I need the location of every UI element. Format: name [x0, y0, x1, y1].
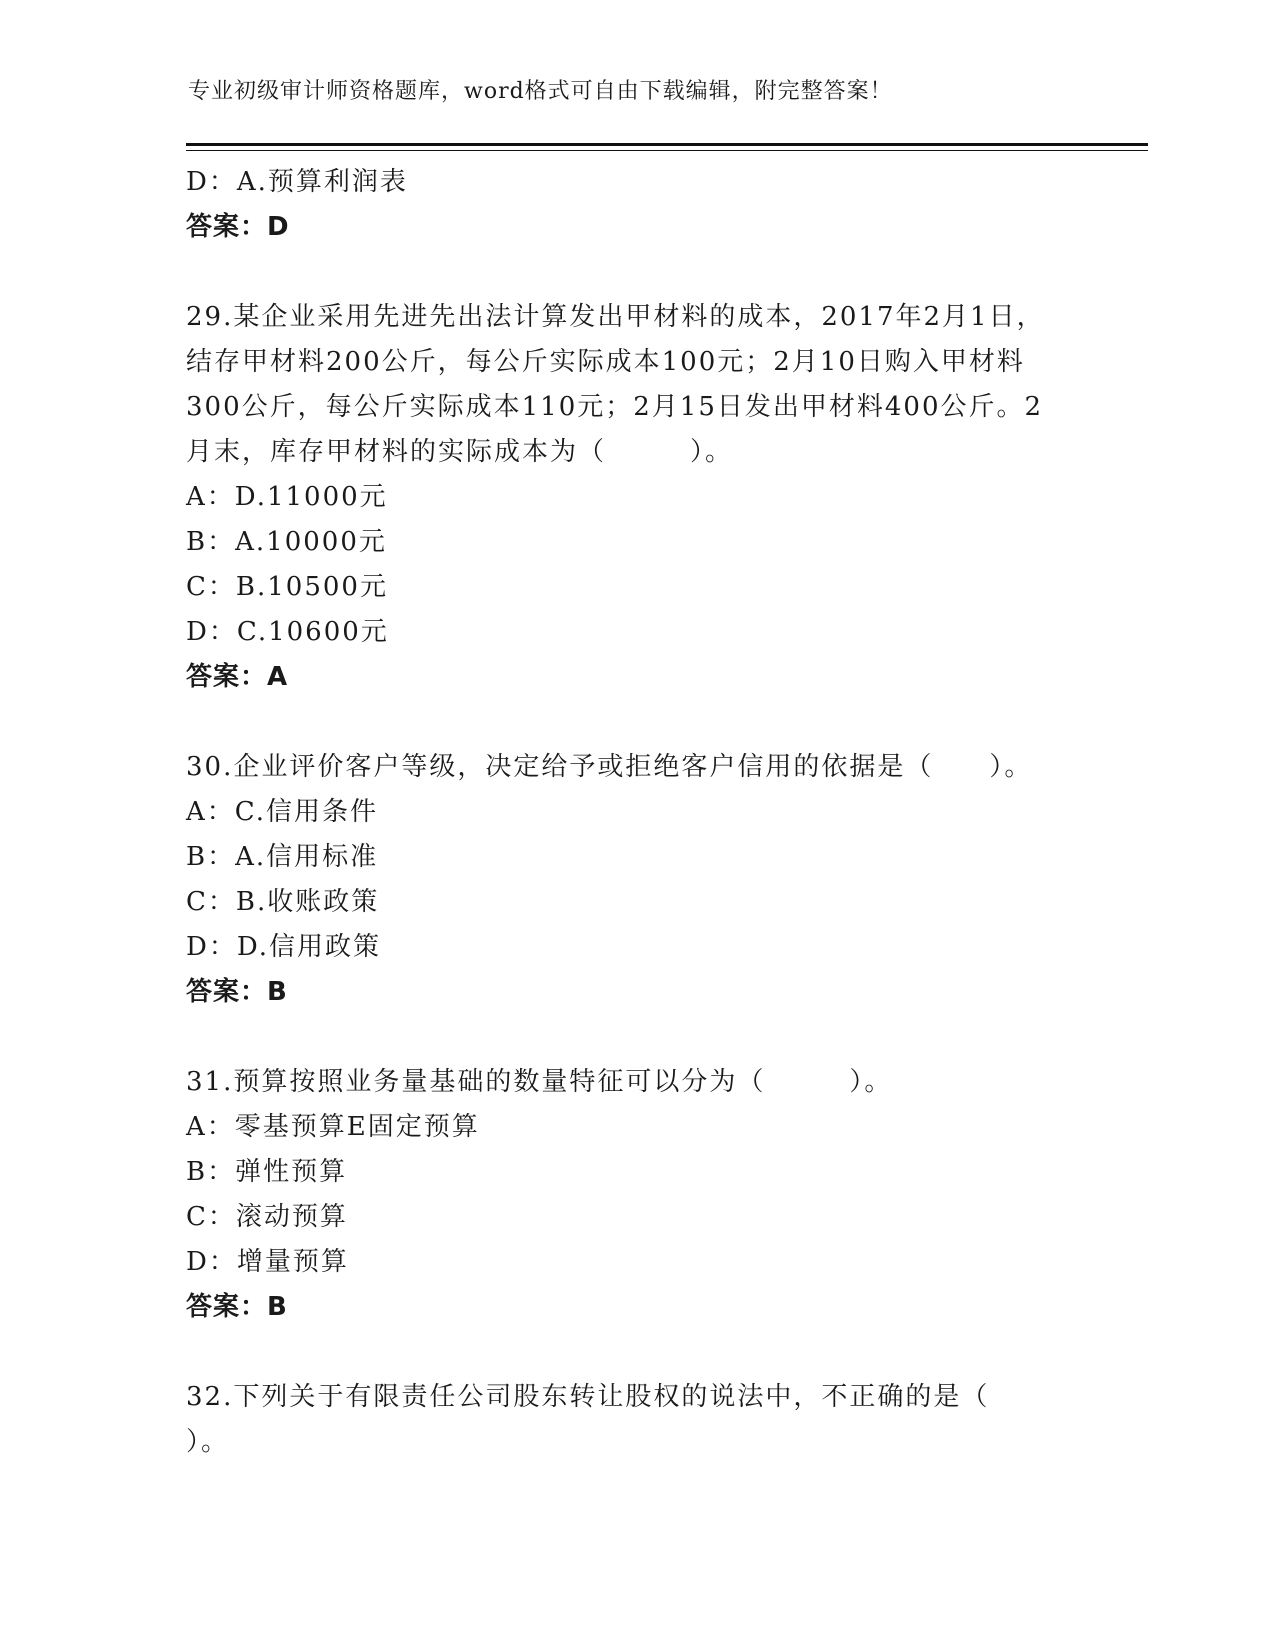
answer-line: 答案：A	[186, 662, 289, 692]
answer-line: 答案：B	[186, 1292, 288, 1322]
option-d: D：D.信用政策	[186, 932, 382, 962]
question-text-line: 29.某企业采用先进先出法计算发出甲材料的成本，2017年2月1日，	[186, 302, 1045, 332]
option-a: A：C.信用条件	[186, 797, 379, 827]
answer-line: 答案：B	[186, 977, 288, 1007]
header-rule-thin	[186, 150, 1148, 151]
option-c: C：B.10500元	[186, 572, 388, 602]
option-a: A：零基预算E固定预算	[186, 1112, 480, 1142]
answer-line: 答案：D	[186, 212, 290, 242]
question-text-line: 32.下列关于有限责任公司股东转让股权的说法中，不正确的是（	[186, 1382, 990, 1412]
question-32	[186, 1375, 1086, 1465]
option-c: C：滚动预算	[186, 1202, 348, 1232]
option-b: B：A.10000元	[186, 527, 387, 557]
question-31	[186, 1060, 1086, 1330]
option-a: A：D.11000元	[186, 482, 388, 512]
option-d: D：C.10600元	[186, 617, 389, 647]
document-body	[186, 160, 1086, 1465]
option-b: B：弹性预算	[186, 1157, 348, 1187]
option-c: C：B.收账政策	[186, 887, 380, 917]
question-text-line: 31.预算按照业务量基础的数量特征可以分为（ ）。	[186, 1067, 893, 1097]
question-text-line: 月末，库存甲材料的实际成本为（ ）。	[186, 437, 734, 467]
question-text-line: 300公斤，每公斤实际成本110元；2月15日发出甲材料400公斤。2	[186, 392, 1044, 422]
option-d: D：A.预算利润表	[186, 167, 408, 197]
question-text-line: 30.企业评价客户等级，决定给予或拒绝客户信用的依据是（ ）。	[186, 752, 1033, 782]
option-d: D：增量预算	[186, 1247, 349, 1277]
question-29	[186, 295, 1086, 700]
question-text-line: 结存甲材料200公斤，每公斤实际成本100元；2月10日购入甲材料	[186, 347, 1025, 377]
question-text-line: ）。	[186, 1427, 230, 1457]
header-rule	[186, 143, 1148, 146]
question-30	[186, 745, 1086, 1015]
page-header: 专业初级审计师资格题库，word格式可自由下载编辑，附完整答案！	[188, 79, 893, 104]
option-b: B：A.信用标准	[186, 842, 379, 872]
